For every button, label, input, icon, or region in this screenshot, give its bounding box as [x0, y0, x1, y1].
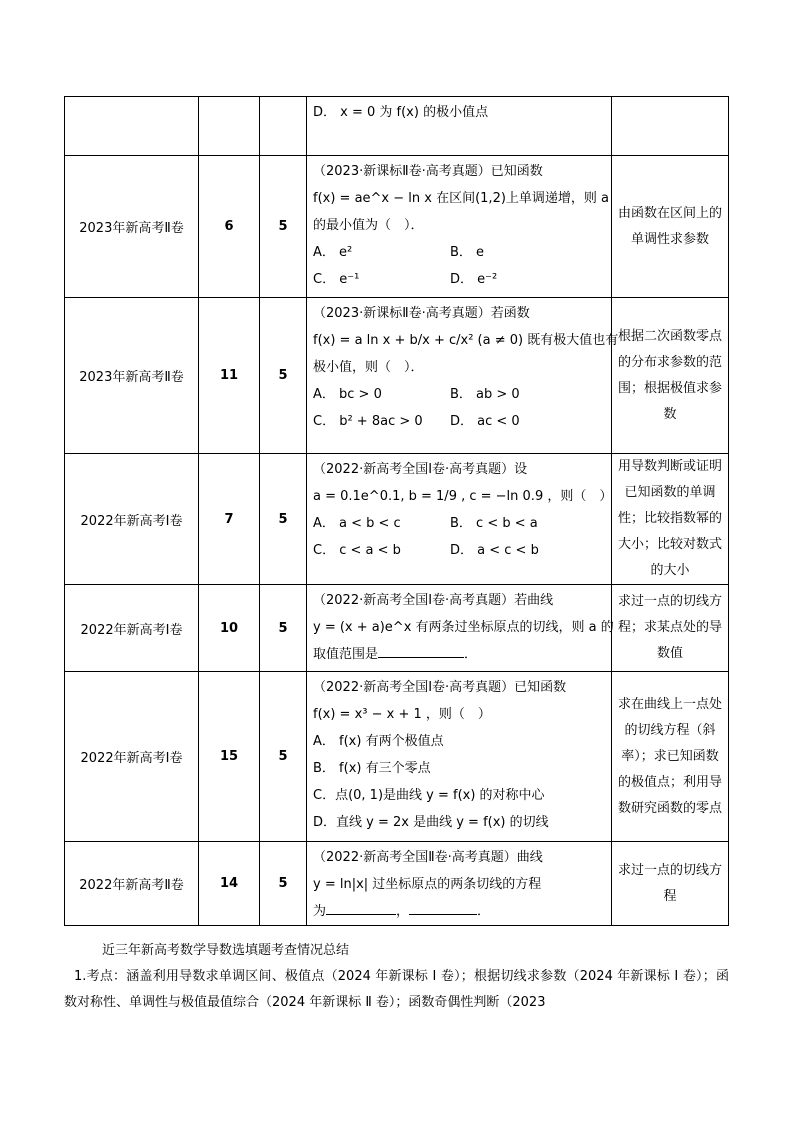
question-number-cell: 15 [199, 672, 260, 842]
score-cell: 5 [260, 672, 307, 842]
answer-option: D． e⁻² [450, 272, 498, 287]
question-number-cell: 14 [199, 842, 260, 926]
question-text: f(x) = x³ − x + 1 ，则（ ） [313, 707, 491, 722]
answer-option: D． a < c < b [450, 543, 539, 558]
question-line [313, 809, 605, 836]
question-number-cell: 10 [199, 585, 260, 672]
question-text: B． f(x) 有三个零点 [313, 761, 431, 776]
options-row [313, 510, 605, 537]
question-text: 为 [313, 904, 327, 919]
question-line [313, 156, 605, 185]
question-text: （2022·新高考全国Ⅰ卷·高考真题）已知函数 [313, 680, 567, 695]
knowledge-point-cell [612, 97, 729, 156]
question-line [313, 298, 605, 327]
knowledge-point-cell: 求过一点的切线方程 [612, 842, 729, 926]
question-line [313, 842, 605, 871]
question-cell [307, 672, 612, 842]
options-row [313, 408, 605, 435]
knowledge-point-cell: 根据二次函数零点的分布求参数的范围；根据极值求参数 [612, 298, 729, 454]
score-cell: 5 [260, 842, 307, 926]
options-row [313, 381, 605, 408]
summary-paragraph: 1.考点：涵盖利用导数求单调区间、极值点（2024 年新课标 Ⅰ 卷）；根据切线求参数（2024 年新课标 Ⅰ 卷）；函数对称性、单调性与极值最值综合（2024 年新课标 Ⅱ 卷）；函数奇偶性判断（2023 [64, 969, 729, 1010]
exam-name-cell: 2022年新高考Ⅰ卷 [65, 672, 199, 842]
question-line [313, 483, 613, 510]
answer-option: A． e² [313, 245, 353, 260]
score-cell: 5 [260, 156, 307, 298]
knowledge-point-cell: 求过一点的切线方程；求某点处的导数值 [612, 585, 729, 672]
question-number-cell: 11 [199, 298, 260, 454]
question-line [313, 185, 610, 212]
table-row [65, 585, 729, 672]
table-row [65, 842, 729, 926]
answer-option: C． e⁻¹ [313, 272, 360, 287]
answer-option: B． ab > 0 [450, 387, 520, 402]
exam-name-cell: 2022年新高考Ⅱ卷 [65, 842, 199, 926]
question-text: （2023·新课标Ⅱ卷·高考真题）若函数 [313, 306, 530, 321]
question-line [313, 97, 605, 126]
question-text: 极小值，则（ ）． [313, 360, 424, 375]
knowledge-point-cell: 由函数在区间上的单调性求参数 [612, 156, 729, 298]
question-text: 的最小值为（ ）． [313, 218, 424, 233]
knowledge-point-cell: 求在曲线上一点处的切线方程（斜率）；求已知函数的极值点；利用导数研究函数的零点 [612, 672, 729, 842]
question-line [313, 898, 605, 925]
answer-option: B． e [450, 245, 485, 260]
answer-blank [409, 902, 477, 915]
question-line [313, 614, 614, 641]
question-cell [307, 842, 612, 926]
question-text: D． x = 0 为 f(x) 的极小值点 [313, 105, 489, 120]
summary-title: 近三年新高考数学导数选填题考查情况总结 [102, 943, 350, 958]
exam-name-cell: 2023年新高考Ⅱ卷 [65, 298, 199, 454]
question-text: y = ln|x| 过坐标原点的两条切线的方程 [313, 877, 542, 892]
question-text: f(x) = ae^x − ln x 在区间(1,2)上单调递增，则 a [313, 191, 610, 206]
table-row [65, 672, 729, 842]
question-line [313, 454, 605, 483]
exam-name-cell: 2023年新高考Ⅱ卷 [65, 156, 199, 298]
question-number-cell [199, 97, 260, 156]
question-text: f(x) = a ln x + b/x + c/x² (a ≠ 0) 既有极大值也有 [313, 333, 619, 348]
question-number-cell: 6 [199, 156, 260, 298]
score-cell: 5 [260, 298, 307, 454]
question-line [313, 354, 605, 381]
summary-section [64, 938, 729, 1016]
question-line [313, 641, 605, 668]
question-line [313, 701, 605, 728]
exam-name-cell: 2022年新高考Ⅰ卷 [65, 454, 199, 585]
question-text: A． f(x) 有两个极值点 [313, 734, 444, 749]
table-row [65, 298, 729, 454]
question-text: （2023·新课标Ⅱ卷·高考真题）已知函数 [313, 164, 543, 179]
question-line [313, 728, 605, 755]
answer-blank [378, 645, 464, 658]
exam-name-cell [65, 97, 199, 156]
question-text: C．点(0, 1)是曲线 y = f(x) 的对称中心 [313, 788, 545, 803]
question-cell [307, 156, 612, 298]
answer-option: A． a < b < c [313, 516, 401, 531]
question-cell [307, 585, 612, 672]
exam-table [64, 96, 729, 926]
punctuation: ． [464, 647, 478, 662]
exam-name-cell: 2022年新高考Ⅰ卷 [65, 585, 199, 672]
table-row [65, 97, 729, 156]
question-number-cell: 7 [199, 454, 260, 585]
question-text: （2022·新高考全国Ⅱ卷·高考真题）曲线 [313, 850, 543, 865]
question-text: a = 0.1e^0.1, b = 1/9 , c = −ln 0.9 ，则（ ） [313, 489, 613, 504]
punctuation: ． [477, 904, 491, 919]
question-cell [307, 454, 612, 585]
score-cell: 5 [260, 454, 307, 585]
answer-option: C． c < a < b [313, 543, 401, 558]
question-text: y = (x + a)e^x 有两条过坐标原点的切线，则 a 的 [313, 620, 614, 635]
punctuation: ， [396, 904, 410, 919]
answer-option: D． ac < 0 [450, 414, 520, 429]
answer-blank [326, 902, 396, 915]
question-text: D．直线 y = 2x 是曲线 y = f(x) 的切线 [313, 815, 549, 830]
question-cell [307, 298, 619, 454]
question-line [313, 755, 605, 782]
question-line [313, 871, 605, 898]
table-row [65, 156, 729, 298]
question-line [313, 782, 605, 809]
question-line [313, 212, 605, 239]
score-cell: 5 [260, 585, 307, 672]
question-text: （2022·新高考全国Ⅰ卷·高考真题）设 [313, 462, 528, 477]
knowledge-point-cell: 用导数判断或证明已知函数的单调性；比较指数幂的大小；比较对数式的大小 [612, 454, 729, 585]
options-row [313, 537, 605, 564]
question-line [313, 672, 605, 701]
question-line [313, 327, 619, 354]
question-cell [307, 97, 612, 156]
score-cell [260, 97, 307, 156]
answer-option: C． b² + 8ac > 0 [313, 414, 423, 429]
options-row [313, 266, 605, 293]
answer-option: A． bc > 0 [313, 387, 382, 402]
question-line [313, 585, 605, 614]
question-text: 取值范围是 [313, 647, 379, 662]
question-text: （2022·新高考全国Ⅰ卷·高考真题）若曲线 [313, 593, 554, 608]
table-row [65, 454, 729, 585]
options-row [313, 239, 605, 266]
answer-option: B． c < b < a [450, 516, 538, 531]
